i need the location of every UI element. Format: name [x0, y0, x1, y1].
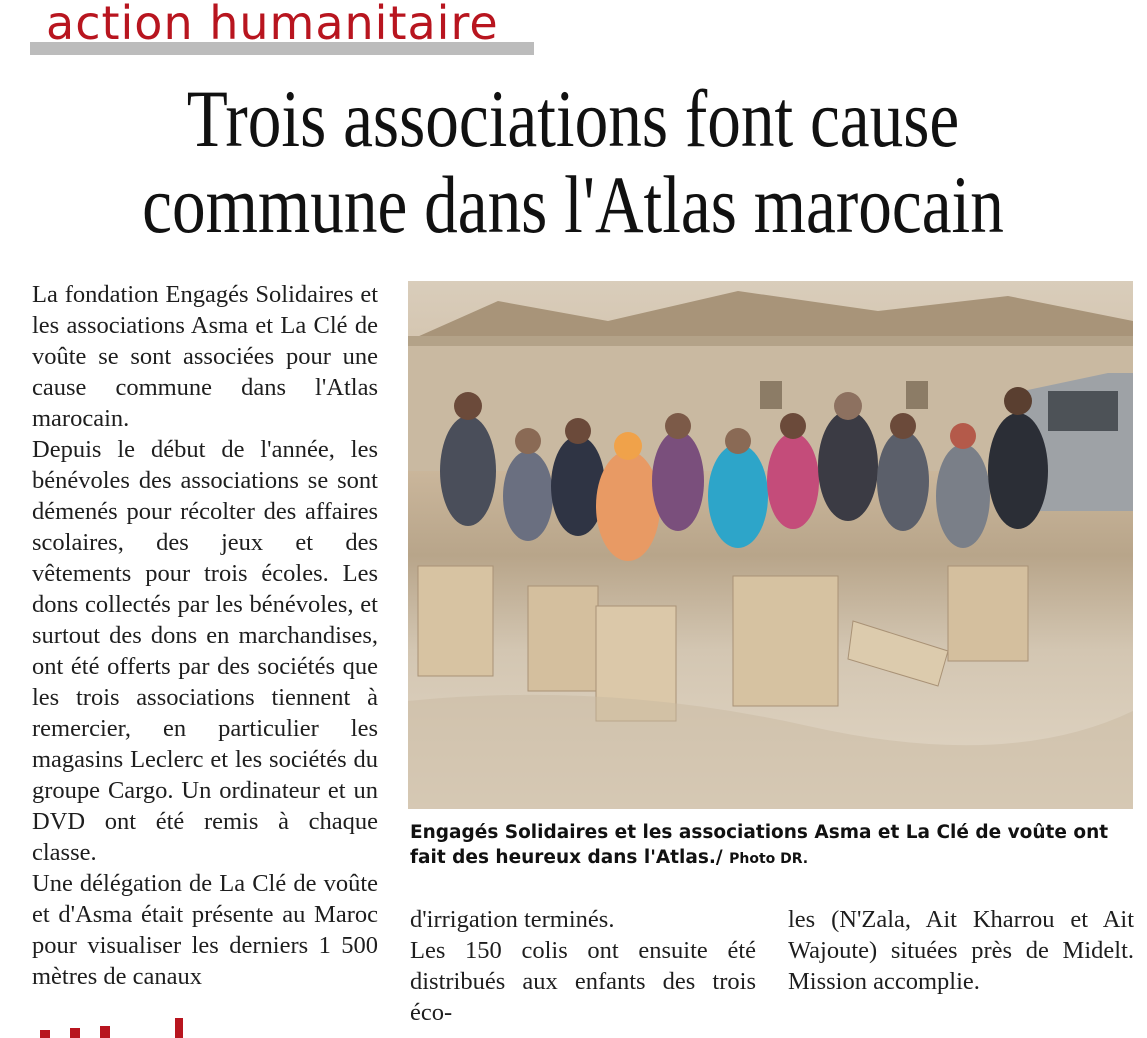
section-rubric: action humanitaire: [46, 0, 499, 50]
photo-credit: Photo DR.: [729, 851, 809, 867]
article-column-2: [410, 904, 756, 1028]
headline-line-2: commune dans l'Atlas marocain: [142, 159, 1004, 250]
paragraph-delegation: Une délégation de La Clé de voûte et d'Asma était présente au Maroc pour visualiser les derniers 1 500 mètres de canaux: [32, 870, 378, 990]
vehicle-window: [1048, 391, 1118, 431]
headline-line-1: Trois associations font cause: [186, 73, 960, 164]
photo-caption: [410, 820, 1130, 872]
building-shadow: [408, 336, 1133, 346]
paragraph-irrigation: d'irrigation terminés.: [410, 906, 615, 933]
ground-shadow: [408, 695, 1133, 809]
caption-text: Engagés Solidaires et les associations Asma et La Clé de voûte ont fait des heureux dans l'Atlas./: [410, 822, 1109, 868]
photo-illustration: [408, 281, 1133, 809]
window: [760, 381, 782, 409]
window: [906, 381, 928, 409]
paragraph-donations: Depuis le début de l'année, les bénévoles des associations se sont démenés pour récolter des affaires scolaires, des jeux et des vêtements pour trois écoles. Les dons collectés par les bénévoles, et surtout des dons en marchandises, ont été offerts par des sociétés que les trois associations tiennent à remercier, en particulier les magasins Leclerc et les sociétés du groupe Cargo. Un ordinateur et un DVD ont été remis à chaque classe.: [32, 436, 378, 866]
article-photo: [408, 281, 1133, 809]
next-article-rubric-fragment: [40, 1018, 200, 1038]
rubric-fragment-glyphs: [40, 1018, 200, 1038]
paragraph-intro: La fondation Engagés Solidaires et les associations Asma et La Clé de voûte se sont associées pour une cause commune dans l'Atlas marocain.: [32, 281, 378, 432]
article-column-3: [788, 904, 1134, 997]
paragraph-distribution: Les 150 colis ont ensuite été distribués aux enfants des trois éco-: [410, 937, 756, 1026]
paragraph-schools: les (N'Zala, Ait Kharrou et Ait Wajoute) situées près de Midelt. Mission accomplie.: [788, 906, 1134, 995]
article-column-1: [32, 279, 378, 992]
